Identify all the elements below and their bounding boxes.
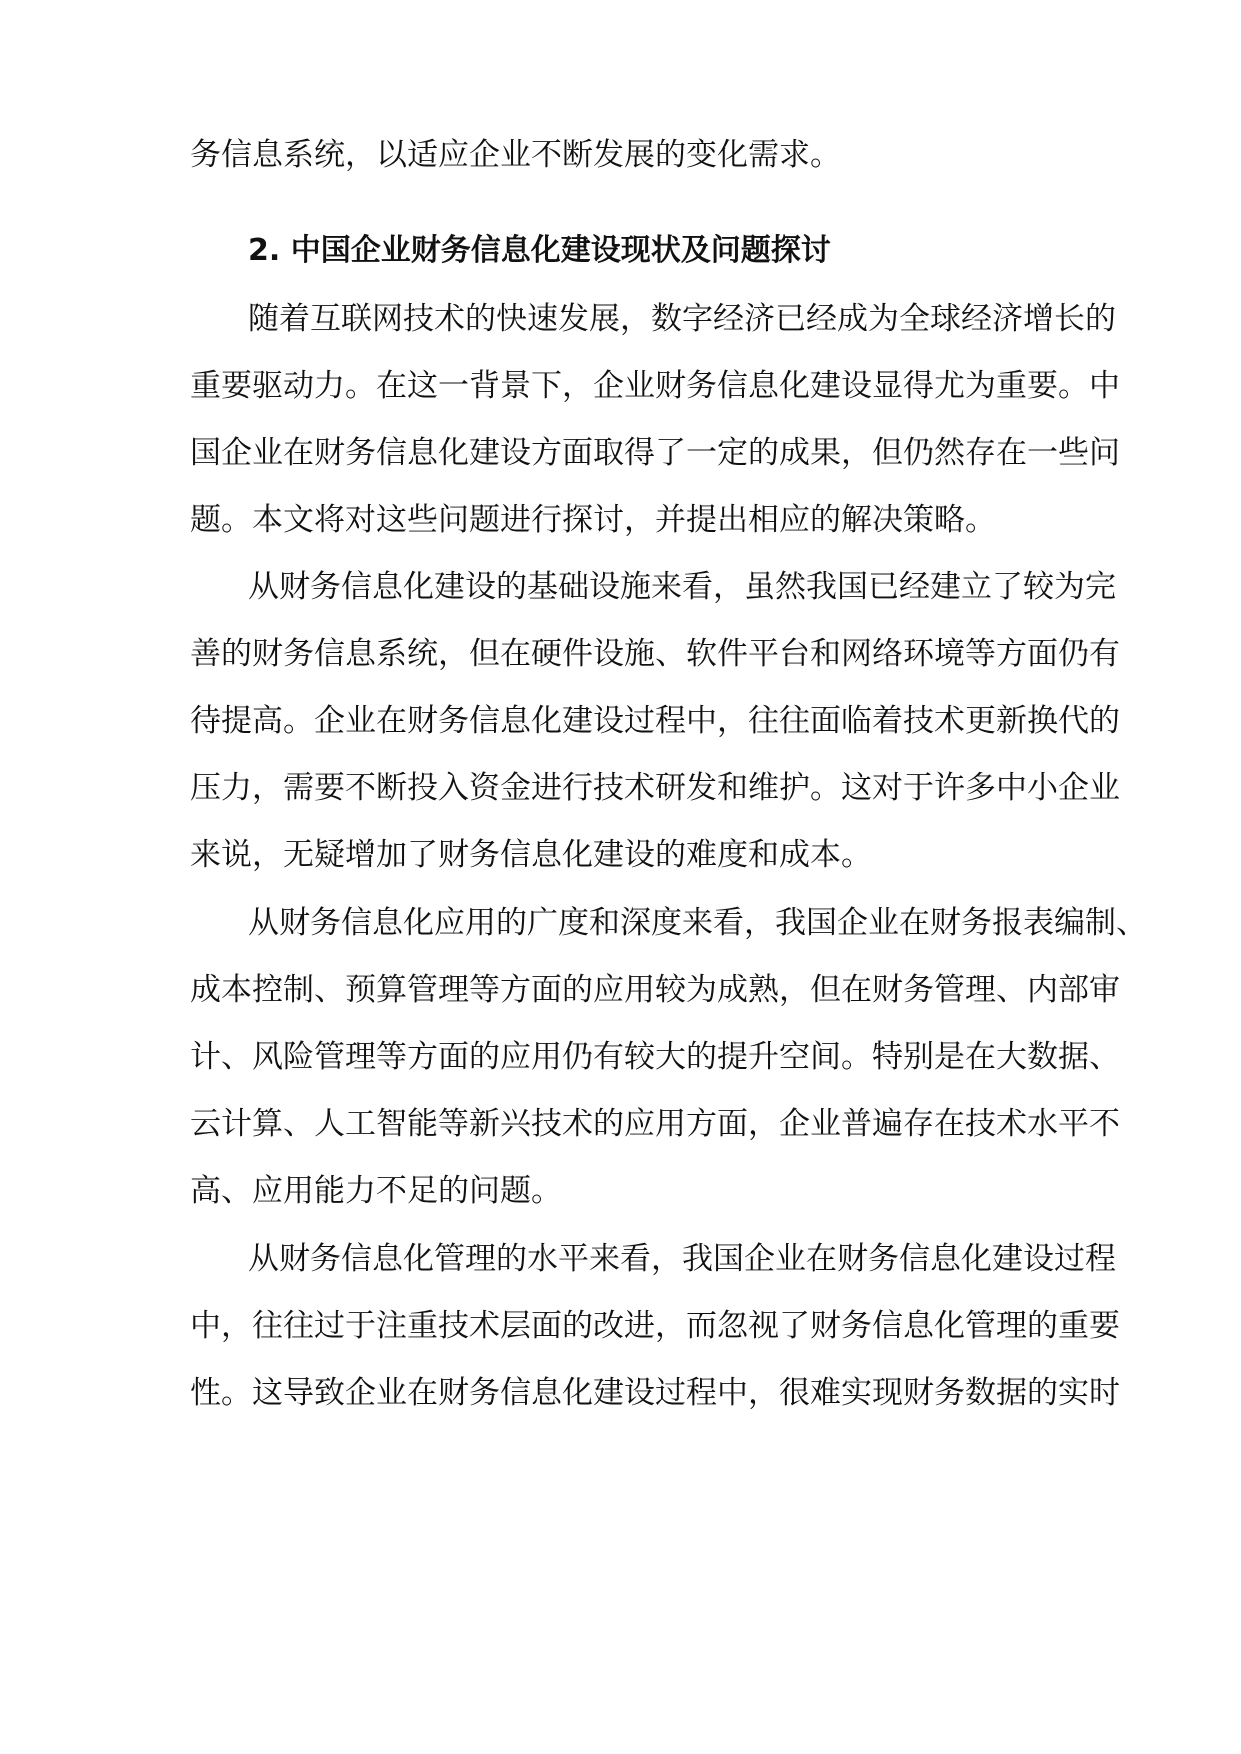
paragraph-3-line-5: 高、应用能力不足的问题。 bbox=[190, 1173, 562, 1209]
paragraph-3-line-2: 成本控制、预算管理等方面的应用较为成熟，但在财务管理、内部审 bbox=[190, 972, 1120, 1008]
paragraph-3-line-3: 计、风险管理等方面的应用仍有较大的提升空间。特别是在大数据、 bbox=[190, 1039, 1120, 1075]
paragraph-1-line-2: 重要驱动力。在这一背景下，企业财务信息化建设显得尤为重要。中 bbox=[190, 368, 1120, 404]
paragraph-2-line-1: 从财务信息化建设的基础设施来看，虽然我国已经建立了较为完 bbox=[248, 569, 1116, 605]
paragraph-2-line-4: 压力，需要不断投入资金进行技术研发和维护。这对于许多中小企业 bbox=[190, 770, 1120, 806]
paragraph-2-line-2: 善的财务信息系统，但在硬件设施、软件平台和网络环境等方面仍有 bbox=[190, 636, 1120, 672]
paragraph-3-line-4: 云计算、人工智能等新兴技术的应用方面，企业普遍存在技术水平不 bbox=[190, 1106, 1120, 1142]
section-heading: 2. 中国企业财务信息化建设现状及问题探讨 bbox=[248, 233, 831, 268]
paragraph-1-line-3: 国企业在财务信息化建设方面取得了一定的成果，但仍然存在一些问 bbox=[190, 435, 1120, 471]
paragraph-4-line-1: 从财务信息化管理的水平来看，我国企业在财务信息化建设过程 bbox=[248, 1241, 1116, 1277]
paragraph-1-line-4: 题。本文将对这些问题进行探讨，并提出相应的解决策略。 bbox=[190, 502, 996, 538]
paragraph-1-line-1: 随着互联网技术的快速发展，数字经济已经成为全球经济增长的 bbox=[248, 301, 1116, 337]
intro-tail-line: 务信息系统，以适应企业不断发展的变化需求。 bbox=[190, 137, 841, 173]
paragraph-2-line-3: 待提高。企业在财务信息化建设过程中，往往面临着技术更新换代的 bbox=[190, 703, 1120, 739]
paragraph-4-line-2: 中，往往过于注重技术层面的改进，而忽视了财务信息化管理的重要 bbox=[190, 1308, 1120, 1344]
paragraph-4-line-3: 性。这导致企业在财务信息化建设过程中，很难实现财务数据的实时 bbox=[190, 1375, 1120, 1411]
paragraph-2-line-5: 来说，无疑增加了财务信息化建设的难度和成本。 bbox=[190, 837, 872, 873]
paragraph-3-line-1: 从财务信息化应用的广度和深度来看，我国企业在财务报表编制、 bbox=[248, 905, 1147, 941]
